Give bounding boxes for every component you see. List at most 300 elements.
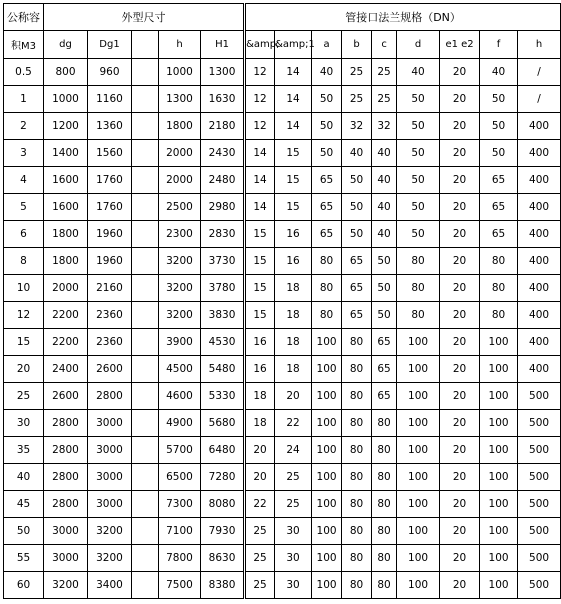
cell-f: 100 [480, 437, 518, 464]
cell-dg1: 3000 [88, 491, 132, 518]
table-row [4, 59, 561, 86]
cell-d: 50 [397, 86, 440, 113]
cell-b: 65 [342, 302, 372, 329]
table-row [4, 410, 561, 437]
cell-blank [132, 491, 159, 518]
col-header-d: d [397, 31, 440, 59]
cell-h1: 8080 [201, 491, 245, 518]
cell-d: 100 [397, 410, 440, 437]
cell-blank [132, 140, 159, 167]
header-row-columns [4, 31, 561, 59]
cell-h: 4900 [159, 410, 201, 437]
cell-b: 80 [342, 545, 372, 572]
cell-c: 50 [372, 275, 397, 302]
cell-capacity: 40 [4, 464, 44, 491]
cell-c: 25 [372, 59, 397, 86]
cell-dg1: 3400 [88, 572, 132, 599]
cell-dg1: 3000 [88, 410, 132, 437]
cell-amp1: 30 [275, 572, 312, 599]
cell-dg1: 2600 [88, 356, 132, 383]
cell-b: 50 [342, 167, 372, 194]
cell-f: 100 [480, 572, 518, 599]
cell-amp1: 15 [275, 167, 312, 194]
cell-h1: 2980 [201, 194, 245, 221]
table-row [4, 518, 561, 545]
cell-h1: 7930 [201, 518, 245, 545]
cell-blank [132, 518, 159, 545]
cell-capacity: 60 [4, 572, 44, 599]
cell-c: 65 [372, 356, 397, 383]
cell-dg: 2800 [44, 410, 88, 437]
cell-h-flange: 400 [518, 113, 561, 140]
cell-dg1: 3000 [88, 464, 132, 491]
cell-h1: 3780 [201, 275, 245, 302]
cell-blank [132, 410, 159, 437]
cell-h1: 2480 [201, 167, 245, 194]
cell-amp1: 18 [275, 356, 312, 383]
cell-dg: 1000 [44, 86, 88, 113]
cell-h-flange: 400 [518, 275, 561, 302]
cell-h1: 8380 [201, 572, 245, 599]
cell-c: 80 [372, 491, 397, 518]
cell-capacity: 8 [4, 248, 44, 275]
cell-a: 80 [312, 248, 342, 275]
cell-e1-e2: 20 [440, 518, 480, 545]
cell-h-flange: 500 [518, 491, 561, 518]
cell-blank [132, 437, 159, 464]
cell-capacity: 4 [4, 167, 44, 194]
cell-dg1: 3000 [88, 437, 132, 464]
cell-c: 80 [372, 572, 397, 599]
cell-e1-e2: 20 [440, 140, 480, 167]
cell-d: 100 [397, 518, 440, 545]
cell-b: 80 [342, 491, 372, 518]
cell-capacity: 45 [4, 491, 44, 518]
cell-h-flange: 400 [518, 356, 561, 383]
cell-dg: 1600 [44, 194, 88, 221]
cell-amp: 14 [245, 167, 275, 194]
cell-amp: 20 [245, 464, 275, 491]
cell-h-flange: 400 [518, 194, 561, 221]
cell-e1-e2: 20 [440, 221, 480, 248]
cell-e1-e2: 20 [440, 248, 480, 275]
cell-a: 100 [312, 356, 342, 383]
cell-amp: 16 [245, 356, 275, 383]
col-header-c: c [372, 31, 397, 59]
cell-c: 65 [372, 383, 397, 410]
cell-amp: 12 [245, 113, 275, 140]
cell-h: 4500 [159, 356, 201, 383]
cell-f: 100 [480, 410, 518, 437]
table-row [4, 302, 561, 329]
cell-c: 80 [372, 437, 397, 464]
cell-c: 40 [372, 167, 397, 194]
cell-a: 80 [312, 302, 342, 329]
cell-h1: 8630 [201, 545, 245, 572]
cell-d: 80 [397, 248, 440, 275]
capacity-header-top: 公称容 [4, 4, 44, 31]
cell-blank [132, 194, 159, 221]
cell-amp1: 16 [275, 221, 312, 248]
cell-b: 80 [342, 437, 372, 464]
cell-h: 7500 [159, 572, 201, 599]
cell-amp: 25 [245, 518, 275, 545]
cell-amp: 16 [245, 329, 275, 356]
cell-a: 65 [312, 167, 342, 194]
cell-capacity: 3 [4, 140, 44, 167]
cell-b: 25 [342, 86, 372, 113]
cell-h1: 3730 [201, 248, 245, 275]
cell-dg1: 1960 [88, 221, 132, 248]
cell-a: 50 [312, 86, 342, 113]
cell-dg1: 1560 [88, 140, 132, 167]
cell-c: 40 [372, 221, 397, 248]
cell-capacity: 1 [4, 86, 44, 113]
table-row [4, 437, 561, 464]
table-row [4, 221, 561, 248]
header-row-groups [4, 4, 561, 31]
col-header-h-flange: h [518, 31, 561, 59]
cell-dg1: 2800 [88, 383, 132, 410]
cell-blank [132, 302, 159, 329]
cell-a: 65 [312, 194, 342, 221]
cell-h: 7800 [159, 545, 201, 572]
cell-d: 50 [397, 140, 440, 167]
table-row [4, 275, 561, 302]
cell-h1: 2180 [201, 113, 245, 140]
cell-h1: 5480 [201, 356, 245, 383]
cell-amp1: 15 [275, 194, 312, 221]
cell-capacity: 12 [4, 302, 44, 329]
cell-f: 100 [480, 464, 518, 491]
cell-amp: 20 [245, 437, 275, 464]
cell-h: 4600 [159, 383, 201, 410]
cell-d: 80 [397, 275, 440, 302]
cell-e1-e2: 20 [440, 383, 480, 410]
cell-f: 65 [480, 167, 518, 194]
cell-b: 80 [342, 356, 372, 383]
cell-c: 50 [372, 302, 397, 329]
col-header-b: b [342, 31, 372, 59]
cell-c: 40 [372, 140, 397, 167]
cell-a: 100 [312, 437, 342, 464]
cell-f: 80 [480, 248, 518, 275]
cell-f: 50 [480, 140, 518, 167]
cell-a: 100 [312, 329, 342, 356]
table-row [4, 464, 561, 491]
cell-dg: 1600 [44, 167, 88, 194]
cell-a: 100 [312, 518, 342, 545]
cell-dg1: 2160 [88, 275, 132, 302]
cell-b: 80 [342, 329, 372, 356]
cell-f: 65 [480, 194, 518, 221]
cell-c: 80 [372, 410, 397, 437]
cell-h-flange: 400 [518, 302, 561, 329]
cell-h: 1300 [159, 86, 201, 113]
cell-amp: 25 [245, 545, 275, 572]
cell-d: 40 [397, 59, 440, 86]
cell-amp: 18 [245, 410, 275, 437]
cell-h1: 1630 [201, 86, 245, 113]
table-row [4, 572, 561, 599]
cell-dg: 800 [44, 59, 88, 86]
cell-h-flange: 500 [518, 410, 561, 437]
cell-h-flange: 400 [518, 221, 561, 248]
cell-b: 80 [342, 410, 372, 437]
cell-amp: 12 [245, 59, 275, 86]
cell-b: 32 [342, 113, 372, 140]
cell-e1-e2: 20 [440, 356, 480, 383]
cell-dg: 2400 [44, 356, 88, 383]
cell-dg: 2200 [44, 329, 88, 356]
cell-blank [132, 572, 159, 599]
col-header-dg: dg [44, 31, 88, 59]
cell-amp1: 30 [275, 545, 312, 572]
cell-amp1: 24 [275, 437, 312, 464]
cell-blank [132, 356, 159, 383]
cell-capacity: 2 [4, 113, 44, 140]
cell-amp1: 20 [275, 383, 312, 410]
cell-b: 50 [342, 221, 372, 248]
cell-h-flange: 400 [518, 167, 561, 194]
cell-c: 50 [372, 248, 397, 275]
cell-f: 50 [480, 113, 518, 140]
table-row [4, 329, 561, 356]
cell-a: 100 [312, 410, 342, 437]
cell-a: 100 [312, 383, 342, 410]
cell-h1: 5680 [201, 410, 245, 437]
cell-b: 80 [342, 518, 372, 545]
cell-capacity: 55 [4, 545, 44, 572]
cell-blank [132, 221, 159, 248]
cell-h-flange: 500 [518, 518, 561, 545]
cell-h: 2300 [159, 221, 201, 248]
col-header-f: f [480, 31, 518, 59]
cell-a: 100 [312, 464, 342, 491]
cell-e1-e2: 20 [440, 113, 480, 140]
cell-c: 32 [372, 113, 397, 140]
cell-e1-e2: 20 [440, 437, 480, 464]
cell-dg: 2800 [44, 491, 88, 518]
cell-h: 2500 [159, 194, 201, 221]
cell-h1: 1300 [201, 59, 245, 86]
cell-h: 3200 [159, 248, 201, 275]
cell-f: 100 [480, 491, 518, 518]
cell-blank [132, 545, 159, 572]
cell-b: 80 [342, 464, 372, 491]
cell-amp1: 14 [275, 86, 312, 113]
col-header-e1-e2: e1 e2 [440, 31, 480, 59]
cell-dg: 1800 [44, 248, 88, 275]
col-header-blank [132, 31, 159, 59]
cell-dg1: 2360 [88, 329, 132, 356]
cell-dg: 3200 [44, 572, 88, 599]
cell-f: 80 [480, 302, 518, 329]
cell-b: 80 [342, 383, 372, 410]
cell-d: 50 [397, 194, 440, 221]
cell-amp1: 18 [275, 302, 312, 329]
cell-e1-e2: 20 [440, 491, 480, 518]
cell-d: 100 [397, 491, 440, 518]
cell-h-flange: 500 [518, 572, 561, 599]
cell-e1-e2: 20 [440, 275, 480, 302]
table-row [4, 140, 561, 167]
cell-e1-e2: 20 [440, 167, 480, 194]
cell-c: 80 [372, 518, 397, 545]
cell-amp: 14 [245, 140, 275, 167]
cell-dg: 2600 [44, 383, 88, 410]
cell-h-flange: 500 [518, 545, 561, 572]
table-row [4, 356, 561, 383]
cell-c: 65 [372, 329, 397, 356]
cell-blank [132, 167, 159, 194]
cell-h1: 2830 [201, 221, 245, 248]
cell-amp: 15 [245, 248, 275, 275]
cell-dg: 3000 [44, 518, 88, 545]
cell-h: 1800 [159, 113, 201, 140]
cell-d: 100 [397, 464, 440, 491]
cell-amp: 15 [245, 275, 275, 302]
cell-f: 100 [480, 329, 518, 356]
cell-f: 100 [480, 383, 518, 410]
cell-d: 100 [397, 437, 440, 464]
cell-amp: 22 [245, 491, 275, 518]
capacity-header-bottom: 积M3 [4, 31, 44, 59]
cell-amp1: 16 [275, 248, 312, 275]
cell-e1-e2: 20 [440, 572, 480, 599]
cell-h1: 4530 [201, 329, 245, 356]
cell-amp: 12 [245, 86, 275, 113]
cell-h: 2000 [159, 167, 201, 194]
cell-amp1: 15 [275, 140, 312, 167]
cell-h1: 3830 [201, 302, 245, 329]
cell-b: 65 [342, 248, 372, 275]
cell-a: 50 [312, 113, 342, 140]
cell-f: 65 [480, 221, 518, 248]
cell-a: 65 [312, 221, 342, 248]
cell-capacity: 0.5 [4, 59, 44, 86]
cell-d: 100 [397, 383, 440, 410]
cell-amp1: 14 [275, 113, 312, 140]
cell-dg: 2800 [44, 437, 88, 464]
cell-dg1: 2360 [88, 302, 132, 329]
cell-h: 2000 [159, 140, 201, 167]
cell-blank [132, 383, 159, 410]
cell-dg: 1800 [44, 221, 88, 248]
cell-c: 25 [372, 86, 397, 113]
cell-d: 100 [397, 572, 440, 599]
cell-dg1: 1360 [88, 113, 132, 140]
cell-b: 25 [342, 59, 372, 86]
cell-h: 3900 [159, 329, 201, 356]
cell-h: 7300 [159, 491, 201, 518]
cell-dg1: 1160 [88, 86, 132, 113]
cell-h: 7100 [159, 518, 201, 545]
cell-h-flange: 500 [518, 383, 561, 410]
cell-amp1: 18 [275, 275, 312, 302]
cell-h-flange: 500 [518, 464, 561, 491]
cell-capacity: 20 [4, 356, 44, 383]
cell-capacity: 30 [4, 410, 44, 437]
col-header-dg1: Dg1 [88, 31, 132, 59]
cell-dg1: 1760 [88, 167, 132, 194]
cell-f: 50 [480, 86, 518, 113]
table-row [4, 167, 561, 194]
cell-amp1: 14 [275, 59, 312, 86]
cell-h-flange: 400 [518, 140, 561, 167]
cell-f: 80 [480, 275, 518, 302]
cell-e1-e2: 20 [440, 86, 480, 113]
cell-f: 40 [480, 59, 518, 86]
cell-dg1: 3200 [88, 545, 132, 572]
cell-blank [132, 113, 159, 140]
cell-d: 100 [397, 545, 440, 572]
cell-d: 100 [397, 356, 440, 383]
cell-f: 100 [480, 545, 518, 572]
cell-a: 100 [312, 491, 342, 518]
cell-b: 40 [342, 140, 372, 167]
cell-f: 100 [480, 518, 518, 545]
cell-dg: 2800 [44, 464, 88, 491]
cell-h1: 6480 [201, 437, 245, 464]
cell-amp1: 30 [275, 518, 312, 545]
cell-dg: 1200 [44, 113, 88, 140]
cell-dg1: 3200 [88, 518, 132, 545]
cell-h-flange: 500 [518, 437, 561, 464]
cell-h: 3200 [159, 275, 201, 302]
col-header-a: a [312, 31, 342, 59]
table-row [4, 113, 561, 140]
tank-spec-table [3, 3, 561, 599]
cell-c: 40 [372, 194, 397, 221]
cell-blank [132, 59, 159, 86]
cell-h: 1000 [159, 59, 201, 86]
cell-d: 50 [397, 113, 440, 140]
cell-h-flange: / [518, 59, 561, 86]
outer-dimensions-header: 外型尺寸 [44, 4, 245, 31]
cell-h: 3200 [159, 302, 201, 329]
cell-c: 80 [372, 545, 397, 572]
cell-b: 50 [342, 194, 372, 221]
cell-capacity: 10 [4, 275, 44, 302]
cell-blank [132, 86, 159, 113]
cell-d: 50 [397, 221, 440, 248]
cell-h-flange: 400 [518, 329, 561, 356]
cell-dg1: 1960 [88, 248, 132, 275]
col-header-amp1: &amp;1 [275, 31, 312, 59]
cell-amp1: 25 [275, 491, 312, 518]
cell-d: 80 [397, 302, 440, 329]
cell-a: 40 [312, 59, 342, 86]
cell-h1: 7280 [201, 464, 245, 491]
col-header-h: h [159, 31, 201, 59]
cell-dg1: 960 [88, 59, 132, 86]
cell-blank [132, 464, 159, 491]
table-row [4, 248, 561, 275]
cell-d: 50 [397, 167, 440, 194]
cell-amp: 14 [245, 194, 275, 221]
cell-e1-e2: 20 [440, 410, 480, 437]
cell-b: 65 [342, 275, 372, 302]
cell-dg: 2200 [44, 302, 88, 329]
cell-blank [132, 248, 159, 275]
table-row [4, 194, 561, 221]
cell-blank [132, 275, 159, 302]
cell-dg: 3000 [44, 545, 88, 572]
cell-e1-e2: 20 [440, 194, 480, 221]
cell-amp1: 22 [275, 410, 312, 437]
cell-amp: 15 [245, 302, 275, 329]
